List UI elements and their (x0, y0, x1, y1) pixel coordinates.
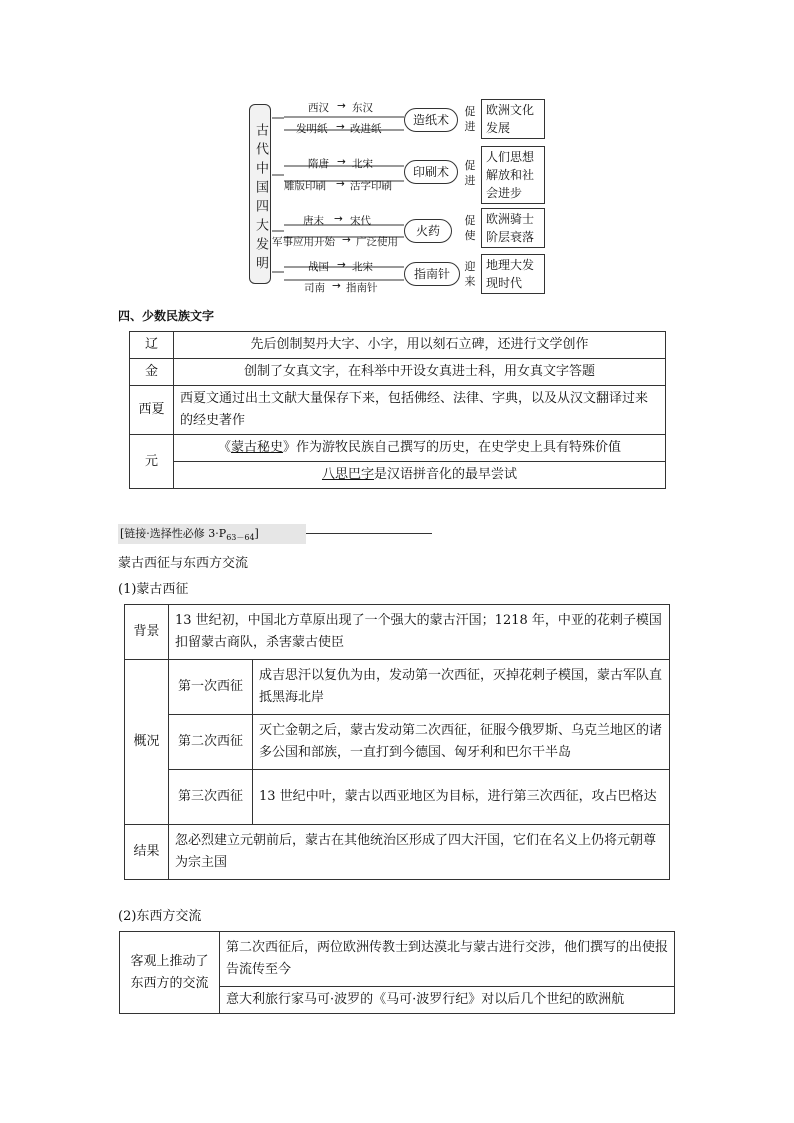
arrow-icon: → (334, 213, 343, 225)
table-row (125, 660, 670, 715)
background-text: 13 世纪初，中国北方草原出现了一个强大的蒙古汗国；1218 年，中亚的花剌子模国扣留蒙古商队，杀害蒙古使臣 (169, 605, 670, 660)
row-name: 金 (130, 359, 174, 386)
text-part: 》作为游牧民族自己撰写的历史，在史学史上具有特殊价值 (283, 440, 622, 455)
inv1-name: 造纸术 (404, 108, 458, 132)
book-title: 蒙古秘史 (230, 440, 283, 455)
inv3-result: 欧洲骑士阶层衰落 (481, 208, 545, 248)
exchange-text: 意大利旅行家马可·波罗的《马可·波罗行纪》对以后几个世纪的欧洲航 (220, 987, 675, 1014)
inv1-to2: 改进纸 (350, 123, 382, 135)
table-row (130, 359, 666, 386)
table-row (125, 715, 670, 770)
exchange-label: 客观上推动了东西方的交流 (120, 932, 220, 1014)
text-part: 《 (217, 440, 231, 455)
link-pages: 63－64 (226, 533, 255, 543)
table-row (130, 462, 666, 489)
inv1-result: 欧洲文化发展 (481, 99, 545, 139)
link-tag (118, 524, 306, 544)
inv2-to2: 活字印刷 (350, 180, 392, 192)
row-name: 元 (130, 435, 174, 489)
arrow-icon: → (337, 259, 346, 271)
inv2-verb: 促进 (464, 159, 476, 187)
inv4-name: 指南针 (404, 262, 460, 286)
table-row (130, 386, 666, 435)
campaign-text: 灭亡金朝之后，蒙古发动第二次西征，征服今俄罗斯、乌克兰地区的诸多公国和部族，一直打到今德国、匈牙利和巴尔干半岛 (253, 715, 670, 770)
campaign-name: 第三次西征 (169, 770, 253, 825)
inv2-to: 北宋 (352, 158, 373, 170)
campaign-name: 第一次西征 (169, 660, 253, 715)
row-text: 创制了女真文字，在科举中开设女真进士科，用女真文字答题 (174, 359, 666, 386)
row-name: 西夏 (130, 386, 174, 435)
four-inventions-diagram (0, 0, 794, 300)
inv4-verb: 迎来 (464, 260, 476, 288)
sub2-heading: (2)东西方交流 (118, 909, 202, 924)
inv1-from2: 发明纸 (296, 123, 328, 135)
row-text-2 (174, 462, 666, 489)
inv4-to2: 指南针 (346, 282, 378, 294)
inv2-from2: 雕版印刷 (284, 180, 326, 192)
diagram-title: 古代中国四大发明 (249, 104, 271, 284)
inv4-result: 地理大发现时代 (481, 254, 545, 294)
inv3-to: 宋代 (350, 215, 371, 227)
row-text-1 (174, 435, 666, 462)
inv1-verb: 促进 (464, 105, 476, 133)
result-text: 忽必烈建立元朝前后，蒙古在其他统治区形成了四大汗国，它们在名义上仍将元朝尊为宗主国 (169, 825, 670, 880)
inv4-from: 战国 (308, 261, 329, 273)
mongol-title: 蒙古西征与东西方交流 (118, 556, 249, 571)
row-name: 辽 (130, 332, 174, 359)
arrow-icon: → (337, 100, 346, 112)
row-label: 结果 (125, 825, 169, 880)
arrow-icon: → (332, 280, 341, 292)
table-row (125, 770, 670, 825)
row-label: 概况 (125, 660, 169, 825)
inv4-to: 北宋 (352, 261, 373, 273)
inv1-from: 西汉 (308, 102, 329, 114)
inv3-from: 唐末 (303, 215, 324, 227)
table-row (125, 825, 670, 880)
inv3-to2: 广泛使用 (356, 236, 398, 248)
diagram-connectors (0, 0, 794, 300)
inv1-to: 东汉 (352, 102, 373, 114)
campaign-name: 第二次西征 (169, 715, 253, 770)
row-text: 西夏文通过出土文献大量保存下来，包括佛经、法律、字典，以及从汉文翻译过来的经史著作 (174, 386, 666, 435)
row-label: 背景 (125, 605, 169, 660)
inv2-from: 隋唐 (308, 158, 329, 170)
divider (306, 533, 432, 534)
section4-heading: 四、少数民族文字 (118, 309, 215, 323)
script-name: 八思巴字 (321, 467, 374, 482)
inv4-from2: 司南 (304, 282, 325, 294)
exchange-text: 第二次西征后，两位欧洲传教士到达漠北与蒙古进行交涉，他们撰写的出使报告流传至今 (220, 932, 675, 987)
table-row (125, 605, 670, 660)
table-row (120, 932, 675, 987)
scripts-table (129, 331, 666, 489)
inv2-result: 人们思想解放和社会进步 (481, 146, 545, 204)
table-row (130, 332, 666, 359)
arrow-icon: → (337, 156, 346, 168)
link-close: ] (254, 527, 259, 540)
campaign-text: 13 世纪中叶，蒙古以西亚地区为目标，进行第三次西征，攻占巴格达 (253, 770, 670, 825)
arrow-icon: → (336, 121, 345, 133)
exchange-table (119, 931, 675, 1014)
inv3-verb: 促使 (464, 214, 476, 242)
campaign-table (124, 604, 670, 880)
inv3-from2: 军事应用开始 (272, 236, 335, 248)
row-text: 先后创制契丹大字、小字，用以刻石立碑，还进行文学创作 (174, 332, 666, 359)
table-row (130, 435, 666, 462)
arrow-icon: → (342, 234, 351, 246)
text-part: 是汉语拼音化的最早尝试 (374, 467, 518, 482)
campaign-text: 成吉思汗以复仇为由，发动第一次西征，灭掉花剌子模国，蒙古军队直抵黑海北岸 (253, 660, 670, 715)
inv3-name: 火药 (404, 219, 452, 243)
sub1-heading: (1)蒙古西征 (118, 582, 189, 597)
inv2-name: 印刷术 (404, 160, 458, 184)
link-label: [链接·选择性必修 3·P (120, 527, 227, 540)
arrow-icon: → (336, 178, 345, 190)
